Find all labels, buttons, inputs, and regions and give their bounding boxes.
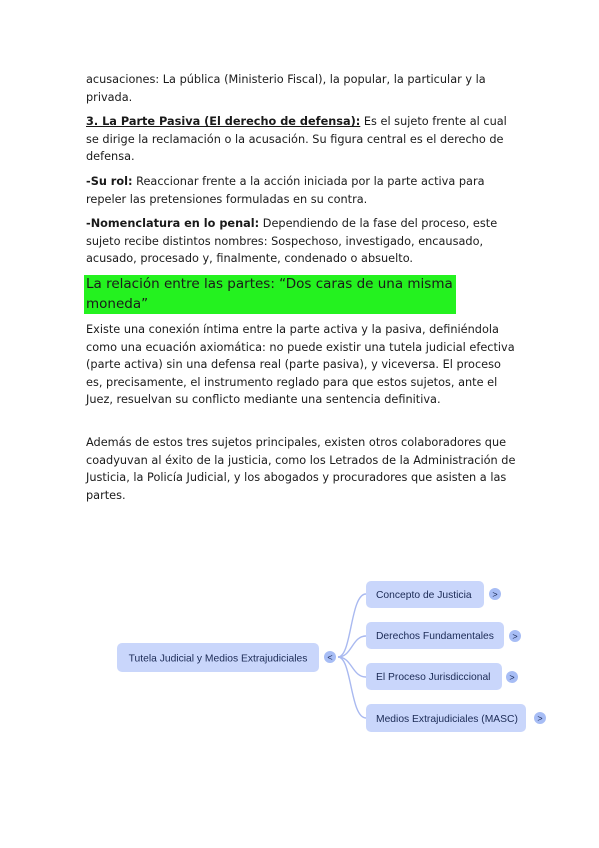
paragraph-text: Además de estos tres sujetos principales, existen otros colaboradores que coadyuvan al éxito de la justicia, como los Letrados de la Administración de Justicia, la Policía Judicial, y los abogados y procuradores que asisten a las partes. [86,436,516,502]
branch-label: Derechos Fundamentales [376,631,494,642]
branch-label: Medios Extrajudiciales (MASC) [376,714,518,725]
mind-map-connectors [338,594,366,718]
root-collapse-toggle[interactable] [324,651,336,663]
paragraph-text: Es el sujeto frente al cual se dirige la reclamación o la acusación. Su figura central es el derecho de defensa. [86,115,507,163]
chevron-left-icon: < [327,652,333,663]
paragraph-text: acusaciones: La pública (Ministerio Fiscal), la popular, la particular y la privada. [86,73,486,104]
chevron-right-icon: > [492,589,498,600]
branch-label: El Proceso Jurisdiccional [376,672,491,683]
branch-expand-toggle[interactable] [534,712,546,724]
chevron-right-icon: > [509,672,515,683]
chevron-right-icon: > [512,631,518,642]
section-heading: 3. La Parte Pasiva (El derecho de defensa): [86,115,361,128]
term-label: -Su rol: [86,175,133,188]
branch-expand-toggle[interactable] [509,630,521,642]
paragraph-text: Existe una conexión íntima entre la parte activa y la pasiva, definiéndola como una ecuación axiomática: no puede existir una tutela judicial efectiva (parte activa) sin una defensa real (parte pasiva), y viceversa. El proceso es, precisamente, el instrumento reglado para que estos sujetos, ante el Juez, resuelvan su conflicto mediante una sentencia definitiva. [86,323,515,406]
paragraph-text: Reaccionar frente a la acción iniciada por la parte activa para repeler las pretensiones formuladas en su contra. [86,175,485,206]
chevron-right-icon: > [537,713,543,724]
branch-medios-extrajudiciales[interactable] [366,704,526,732]
branch-label: Concepto de Justicia [376,590,472,601]
branch-derechos-fundamentales[interactable] [366,622,504,649]
highlighted-heading: La relación entre las partes: “Dos caras de una misma moneda” [84,275,456,314]
root-node[interactable] [117,643,319,672]
branch-expand-toggle[interactable] [489,588,501,600]
paragraph-text: Dependiendo de la fase del proceso, este sujeto recibe distintos nombres: Sospechoso, investigado, encausado, acusado, procesado y, finalmente, condenado o absuelto. [86,217,498,265]
branch-expand-toggle[interactable] [506,671,518,683]
branch-el-proceso-jurisdiccional[interactable] [366,663,502,690]
branch-concepto-de-justicia[interactable] [366,581,484,608]
root-node-label: Tutela Judicial y Medios Extrajudiciales [128,653,308,665]
term-label: -Nomenclatura en lo penal: [86,217,260,230]
